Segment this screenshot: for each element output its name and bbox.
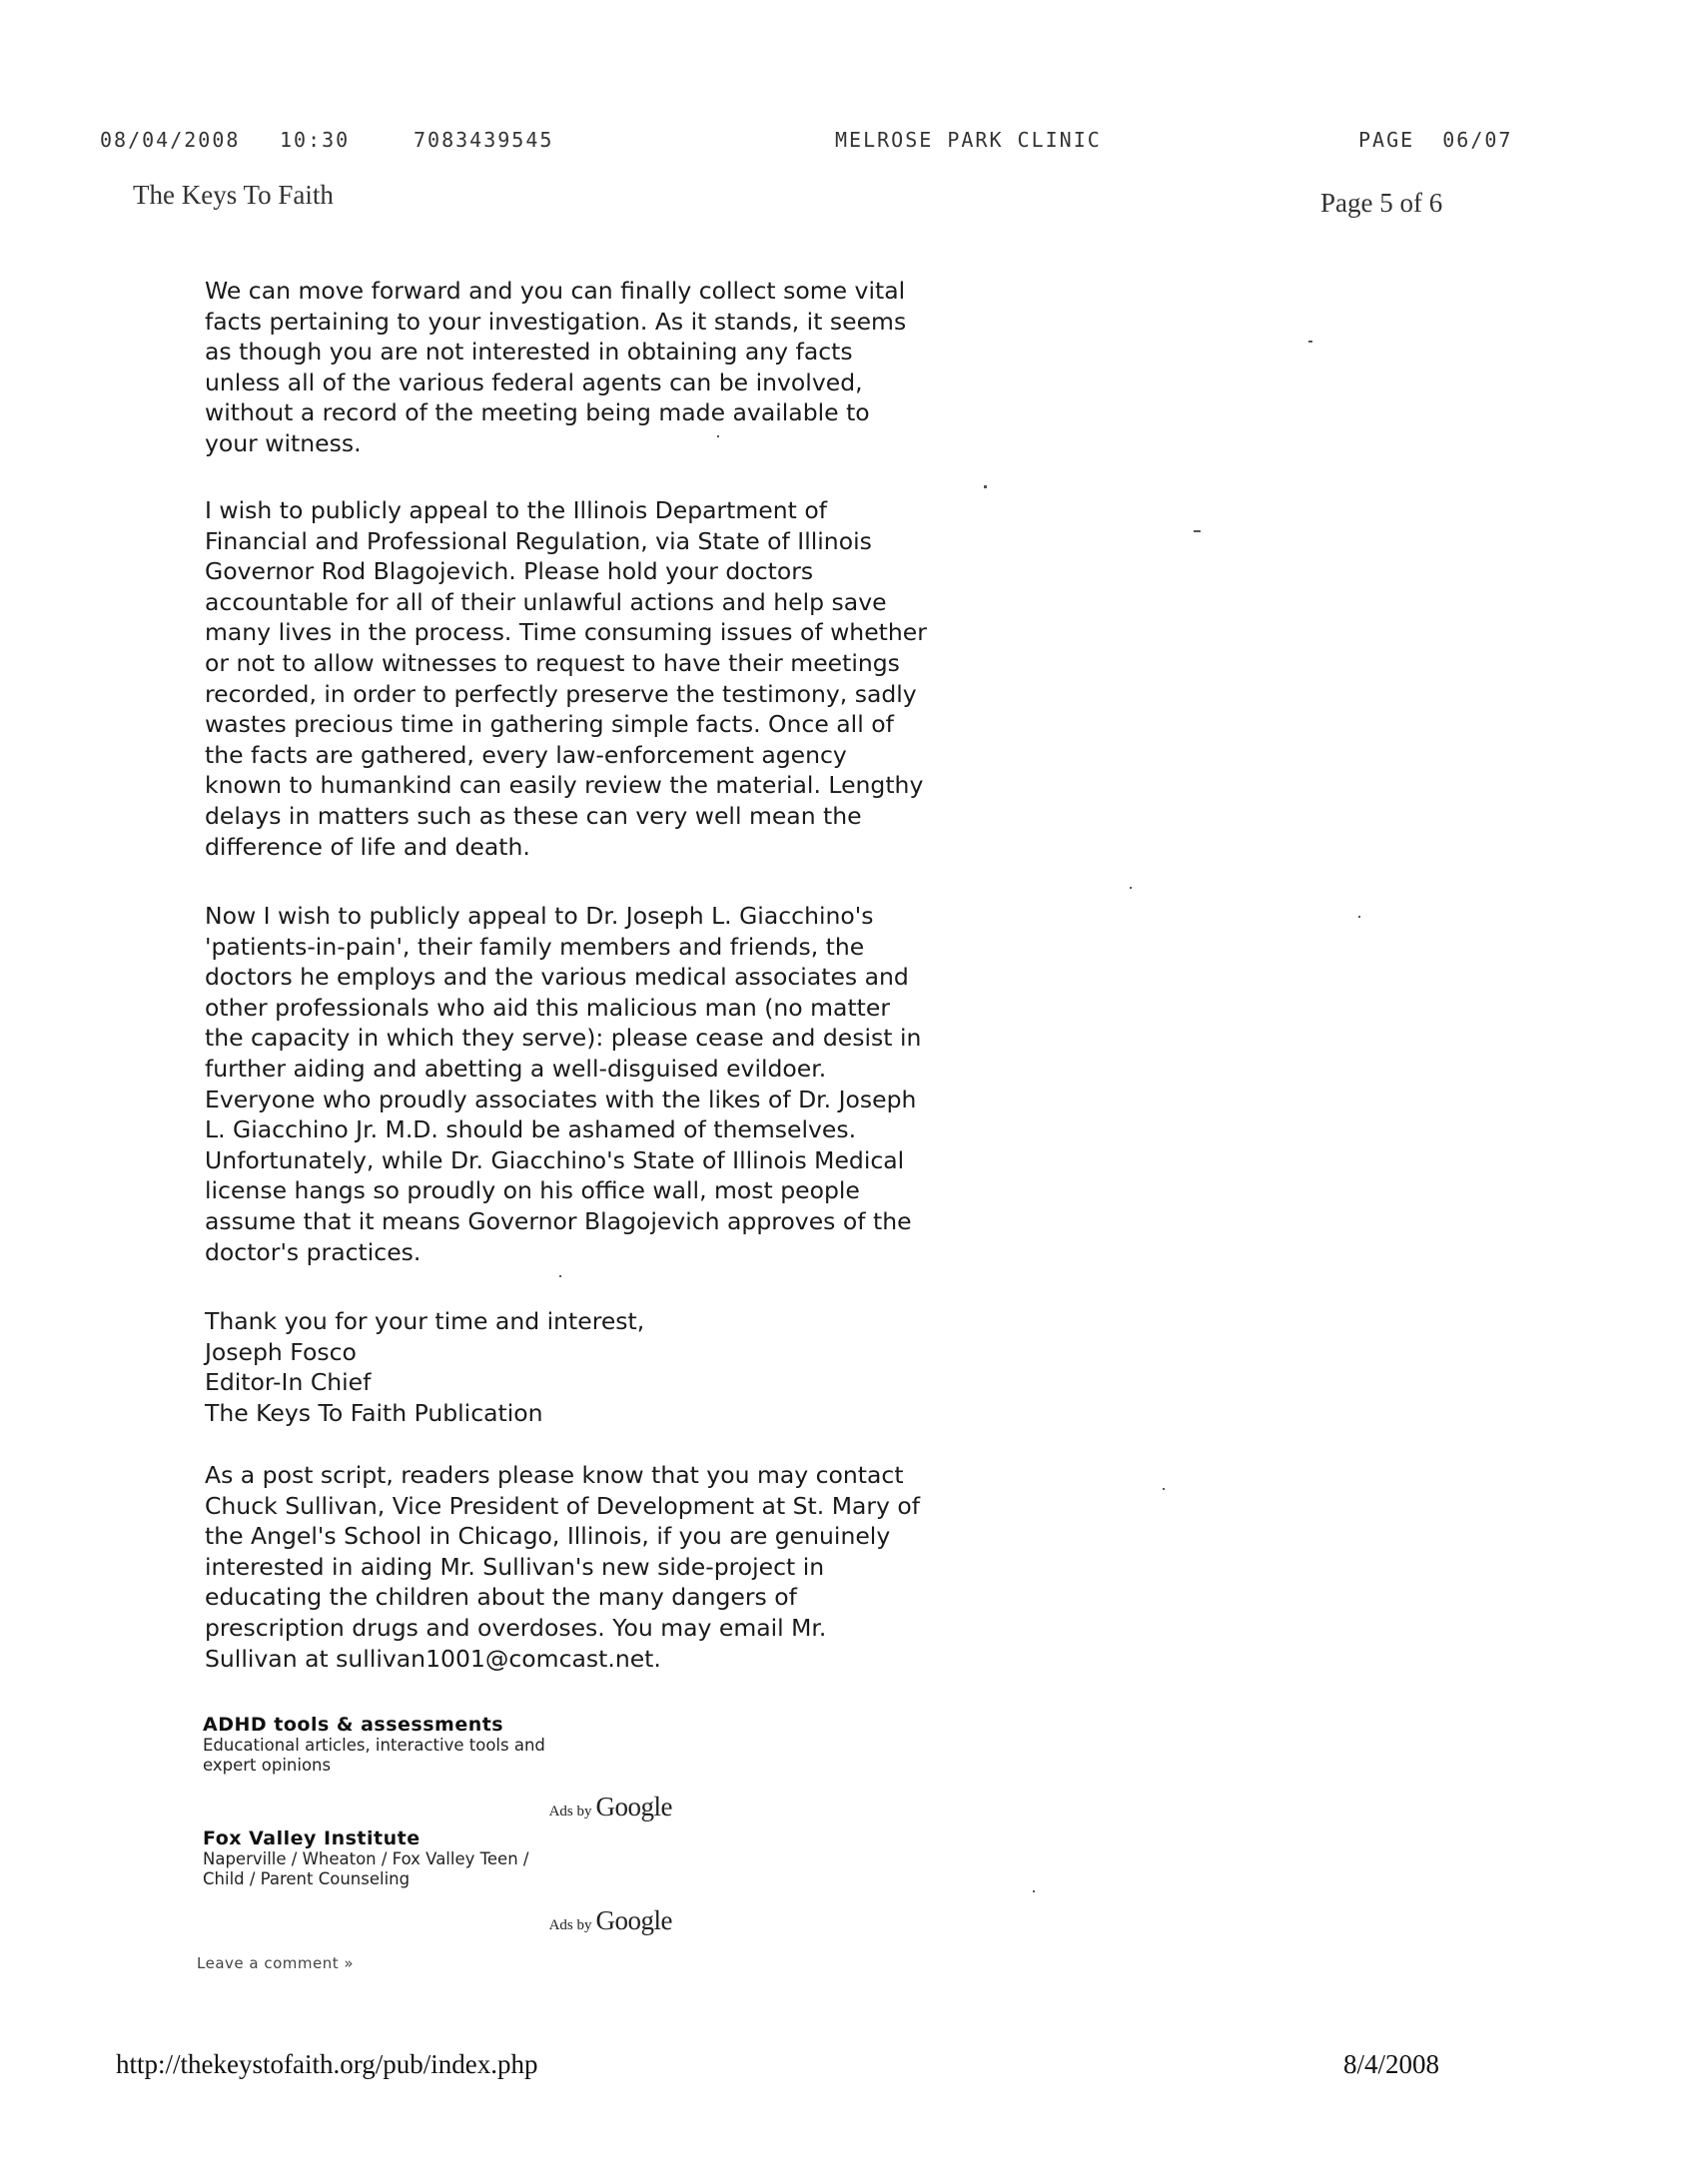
fax-time: 10:30 — [280, 128, 351, 152]
text-line: 'patients-in-pain', their family members and friends, the — [205, 932, 865, 961]
text-line: or not to allow witnesses to request to have their meetings — [205, 648, 900, 677]
text-line: facts pertaining to your investigation. As it stands, it seems — [205, 307, 907, 336]
text-line: recorded, in order to perfectly preserve the testimony, sadly — [205, 679, 917, 708]
text-line: Now I wish to publicly appeal to Dr. Joseph L. Giacchino's — [205, 902, 874, 930]
text-line: I wish to publicly appeal to the Illinois Department of — [205, 496, 827, 524]
signature-block — [205, 1306, 1044, 1428]
scan-artifact — [1194, 530, 1201, 532]
text-line: the capacity in which they serve): please cease and desist in — [205, 1024, 922, 1053]
text-line: Financial and Professional Regulation, via State of Illinois — [205, 526, 872, 555]
fax-page-counter: PAGE 06/07 — [1358, 128, 1513, 152]
text-line: doctors he employs and the various medical associates and — [205, 963, 909, 992]
fax-date: 08/04/2008 — [100, 128, 241, 152]
text-line: Governor Rod Blagojevich. Please hold your doctors — [205, 557, 814, 586]
ad-description: Educational articles, interactive tools and — [203, 1736, 545, 1755]
ads-by-label: Ads by — [548, 1804, 592, 1820]
ads-by-label: Ads by — [548, 1917, 592, 1933]
scan-artifact — [717, 435, 719, 437]
text-line: Everyone who proudly associates with the likes of Dr. Joseph — [205, 1085, 917, 1113]
text-line: further aiding and abetting a well-disguised evildoer. — [205, 1054, 827, 1083]
ad-title-link[interactable]: ADHD tools & assessments — [203, 1714, 504, 1736]
text-line: license hangs so proudly on his office wall, most people — [205, 1176, 860, 1205]
text-line: educating the children about the many dangers of — [205, 1583, 797, 1612]
ad-description: Naperville / Wheaton / Fox Valley Teen / — [203, 1849, 529, 1868]
scan-artifact — [1358, 916, 1360, 918]
page-indicator: Page 5 of 6 — [1320, 188, 1443, 218]
closing-line: Thank you for your time and interest, — [205, 1307, 645, 1335]
text-line: difference of life and death. — [205, 832, 530, 861]
text-line: Unfortunately, while Dr. Giacchino's State of Illinois Medical — [205, 1145, 905, 1174]
text-line: the Angel's School in Chicago, Illinois, if you are genuinely — [205, 1522, 891, 1551]
text-line: your witness. — [205, 428, 362, 457]
body-paragraph — [205, 276, 1044, 459]
text-line: We can move forward and you can finally collect some vital — [205, 277, 906, 305]
ad-title-link[interactable]: Fox Valley Institute — [203, 1827, 421, 1849]
text-line: As a post script, readers please know that you may contact — [205, 1461, 904, 1489]
text-line: accountable for all of their unlawful actions and help save — [205, 587, 887, 616]
scan-artifact — [1130, 887, 1132, 889]
ad-description: Child / Parent Counseling — [203, 1869, 411, 1888]
ads-by-google-link[interactable] — [549, 1905, 672, 1936]
text-line: other professionals who aid this malicious man (no matter — [205, 993, 890, 1022]
google-logo-icon: Google — [595, 1792, 672, 1821]
text-line: assume that it means Governor Blagojevich approves of the — [205, 1206, 912, 1235]
fax-sender: MELROSE PARK CLINIC — [835, 128, 1102, 152]
text-line: without a record of the meeting being made available to — [205, 398, 870, 427]
ads-by-google-link[interactable] — [549, 1792, 672, 1822]
fax-number: 7083439545 — [414, 128, 554, 152]
text-line: Chuck Sullivan, Vice President of Development at St. Mary of — [205, 1491, 921, 1520]
footer-print-date: 8/4/2008 — [1343, 2049, 1440, 2079]
body-paragraph — [205, 495, 1044, 862]
text-line: prescription drugs and overdoses. You may email Mr. — [205, 1613, 827, 1642]
text-line: doctor's practices. — [205, 1237, 422, 1266]
text-line: unless all of the various federal agents can be involved, — [205, 367, 863, 396]
text-line: delays in matters such as these can very well mean the — [205, 801, 862, 830]
publication-name: The Keys To Faith Publication — [205, 1398, 543, 1427]
document-title: The Keys To Faith — [133, 180, 334, 210]
text-line: many lives in the process. Time consuming issues of whether — [205, 618, 927, 647]
ad-description: expert opinions — [203, 1756, 332, 1775]
text-line: interested in aiding Mr. Sullivan's new side-project in — [205, 1552, 825, 1581]
leave-comment-link[interactable]: Leave a comment » — [197, 1954, 355, 1972]
postscript-paragraph — [205, 1460, 1044, 1674]
scan-artifact — [1163, 1488, 1165, 1490]
footer-url: http://thekeystofaith.org/pub/index.php — [116, 2049, 538, 2079]
text-line: known to humankind can easily review the material. Lengthy — [205, 771, 924, 800]
text-line: the facts are gathered, every law-enforcement agency — [205, 740, 847, 769]
author-role: Editor-In Chief — [205, 1368, 372, 1397]
google-ad[interactable] — [203, 1827, 672, 1935]
text-line: L. Giacchino Jr. M.D. should be ashamed of themselves. — [205, 1115, 857, 1144]
scan-artifact — [1308, 341, 1312, 343]
body-paragraph — [205, 901, 1044, 1267]
scan-artifact — [1033, 1890, 1035, 1892]
scan-artifact — [984, 485, 987, 488]
google-ad[interactable] — [203, 1714, 672, 1821]
fax-header — [0, 128, 1688, 158]
text-line: Sullivan at sullivan1001@comcast.net. — [205, 1644, 661, 1673]
text-line: as though you are not interested in obtaining any facts — [205, 338, 853, 366]
google-logo-icon: Google — [595, 1905, 672, 1935]
text-line: wastes precious time in gathering simple facts. Once all of — [205, 710, 894, 739]
scan-artifact — [559, 1275, 561, 1277]
author-name: Joseph Fosco — [205, 1337, 357, 1366]
